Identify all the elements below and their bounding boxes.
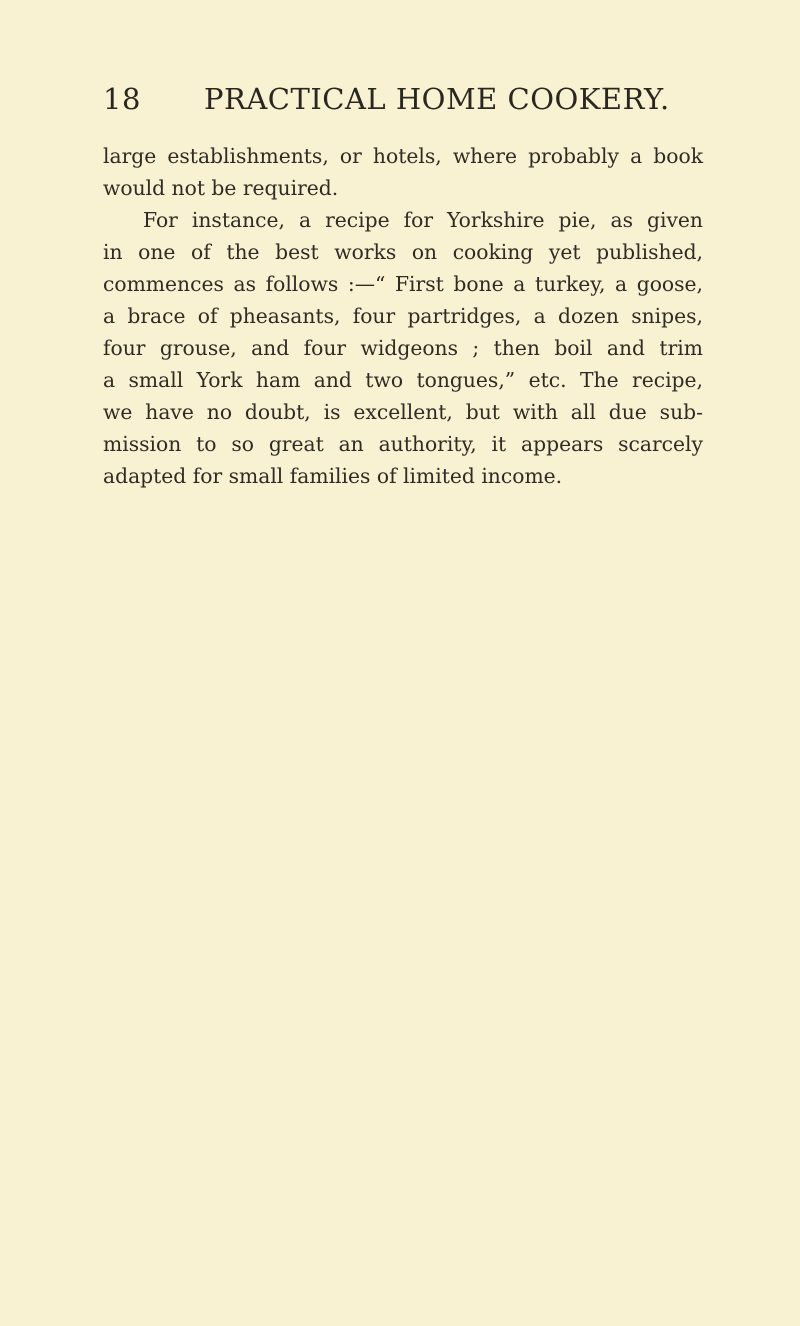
body-text [103, 140, 703, 492]
text-line: For instance, a recipe for Yorkshire pie, as given [143, 208, 703, 232]
text-line: would not be required. [103, 176, 339, 200]
text-line: in one of the best works on cooking yet published, [103, 240, 703, 264]
running-head [103, 82, 703, 122]
page-number: 18 [103, 82, 141, 116]
text-line: adapted for small families of limited income. [103, 464, 563, 488]
text-line: four grouse, and four widgeons ; then boil and trim [103, 336, 703, 360]
text-line: commences as follows :—“ First bone a turkey, a goose, [103, 272, 703, 296]
text-line: mission to so great an authority, it appears scarcely [103, 432, 703, 456]
text-line: large establishments, or hotels, where probably a book [103, 144, 703, 168]
text-line: a brace of pheasants, four partridges, a dozen snipes, [103, 304, 703, 328]
text-line: we have no doubt, is excellent, but with all due sub- [103, 400, 703, 424]
running-title: PRACTICAL HOME COOKERY. [204, 82, 670, 116]
text-line: a small York ham and two tongues,” etc. The recipe, [103, 368, 703, 392]
